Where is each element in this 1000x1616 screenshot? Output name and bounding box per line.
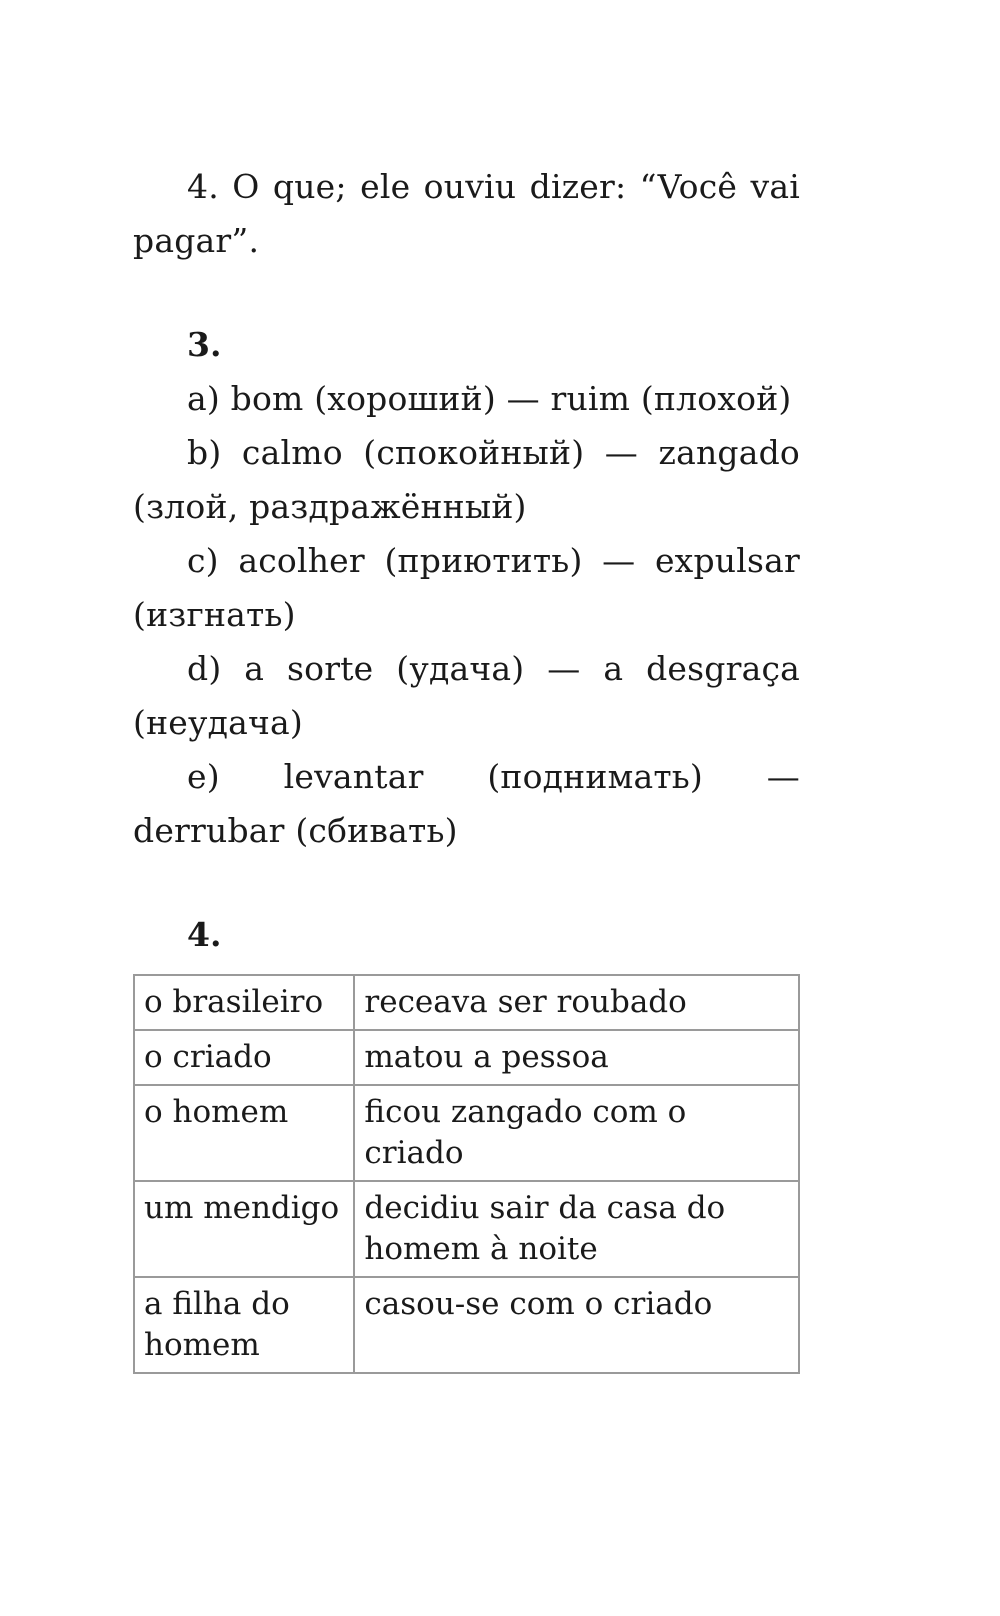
table-cell-who: um mendigo <box>134 1181 354 1277</box>
table-cell-what: ficou zangado com o criado <box>354 1085 799 1181</box>
answer-table <box>133 974 800 1374</box>
list-item: a) bom (хороший) — ruim (плохой) <box>187 379 792 418</box>
table-cell-who: o brasileiro <box>134 975 354 1030</box>
table-row <box>134 1085 799 1181</box>
list-item: b) calmo (спокойный) — zangado (злой, раздражённый) <box>133 433 800 526</box>
table-row <box>134 1181 799 1277</box>
table-cell-what: receava ser roubado <box>354 975 799 1030</box>
list-item: e) levantar (поднимать) — derrubar (сбивать) <box>133 757 800 850</box>
table-row <box>134 1030 799 1085</box>
page-content <box>133 160 800 1374</box>
section-3-list <box>133 372 800 858</box>
table-cell-who: o homem <box>134 1085 354 1181</box>
table-cell-what: decidiu sair da casa do homem à noite <box>354 1181 799 1277</box>
table-row <box>134 975 799 1030</box>
table-cell-who: a filha do homem <box>134 1277 354 1373</box>
table-cell-what: matou a pessoa <box>354 1030 799 1085</box>
list-item: c) acolher (приютить) — expulsar (изгнать) <box>133 541 800 634</box>
section-4-number: 4. <box>187 915 222 954</box>
table-cell-who: o criado <box>134 1030 354 1085</box>
list-item: d) a sorte (удача) — a desgraça (неудача) <box>133 649 800 742</box>
section-3-number: 3. <box>187 325 222 364</box>
intro-paragraph: 4. O que; ele ouviu dizer: “Você vai pagar”. <box>133 167 800 260</box>
table-row <box>134 1277 799 1373</box>
table-cell-what: casou-se com o criado <box>354 1277 799 1373</box>
